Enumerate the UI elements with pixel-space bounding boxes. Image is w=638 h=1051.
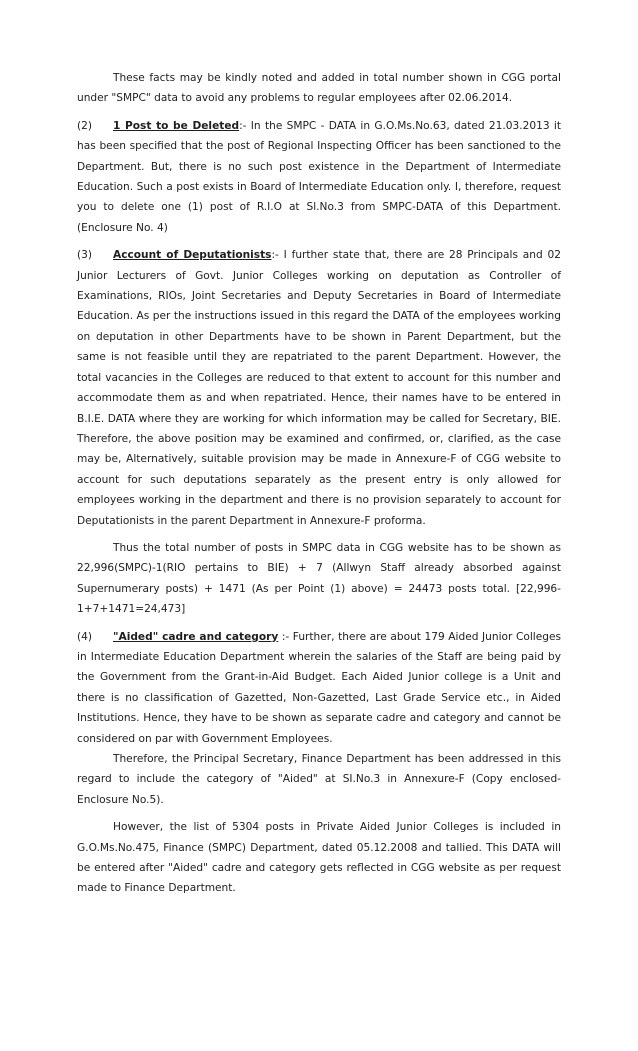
section-3-paragraph (77, 245, 561, 531)
total-posts-paragraph: Thus the total number of posts in SMPC data in CGG website has to be shown as 22,996(SMPC)-1(RIO pertains to BIE) + 7 (Allwyn Staff already absorbed against Supernumerary posts) + 1471 (As per Point (1) above) = 24473 posts total. [22,996-1+7+1471=24,473] (77, 541, 561, 616)
section-4-paragraph (77, 627, 561, 749)
section-3-heading: Account of Deputationists (113, 249, 272, 262)
section-2-paragraph (77, 116, 561, 238)
document-page (77, 68, 561, 899)
section-2-number: (2) (77, 119, 93, 132)
section-2-heading: 1 Post to be Deleted (113, 119, 240, 132)
section-2-body: :- In the SMPC - DATA in G.O.Ms.No.63, dated 21.03.2013 it has been specified that the post of Regional Inspecting Officer has been sanctioned to the Department. But, there is no such post existence in the Department of Intermediate Education. Such a post exists in Board of Intermediate Education only. I, therefore, request you to delete one (1) post of R.I.O at Sl.No.3 from SMPC-DATA of this Department.(Enclosure No. 4) (77, 119, 562, 234)
section-3-number: (3) (77, 249, 93, 262)
section-4-body: :- Further, there are about 179 Aided Junior Colleges in Intermediate Education Department wherein the salaries of the Staff are being paid by the Government from the Grant-in-Aid Budget. Each Aided Junior college is a Unit and there is no classification of Gazetted, Non-Gazetted, Last Grade Service etc., in Aided Institutions. Hence, they have to be shown as separate cadre and category and cannot be considered on par with Government Employees. (77, 630, 561, 745)
however-paragraph: However, the list of 5304 posts in Private Aided Junior Colleges is included in G.O.Ms.No.475, Finance (SMPC) Department, dated 05.12.2008 and tallied. This DATA will be entered after "Aided" cadre and category gets reflected in CGG website as per request made to Finance Department. (77, 821, 561, 895)
intro-paragraph: These facts may be kindly noted and added in total number shown in CGG portal under "SMPC" data to avoid any problems to regular employees after 02.06.2014. (77, 72, 561, 105)
therefore-paragraph: Therefore, the Principal Secretary, Finance Department has been addressed in this regard to include the category of "Aided" at SI.No.3 in Annexure-F (Copy enclosed-Enclosure No.5). (77, 753, 561, 806)
section-4-heading: "Aided" cadre and category (113, 630, 279, 643)
section-3-body: :- I further state that, there are 28 Principals and 02 Junior Lecturers of Govt. Junior Colleges working on deputation as Controller of Examinations, RIOs, Joint Secretaries and Deputy Secretaries in Board of Intermediate Education. As per the instructions issued in this regard the DATA of the employees working on deputation in other Departments have to be shown in Parent Department, but the same is not feasible until they are repatriated to the parent Department. However, the total vacancies in the Colleges are reduced to that extent to account for this number and accommodate them as and when repatriated. Hence, their names have to be entered in B.I.E. DATA where they are working for which information may be called for Secretary, BIE. Therefore, the above position may be examined and confirmed, or, clarified, as the case may be, Alternatively, suitable provision may be made in Annexure-F of CGG website to account for such deputations separately as the present entry is only allowed for employees working in the department and there is no provision separately to account for Deputationists in the parent Department in Annexure-F proforma. (77, 249, 561, 527)
section-4-number: (4) (77, 630, 93, 643)
